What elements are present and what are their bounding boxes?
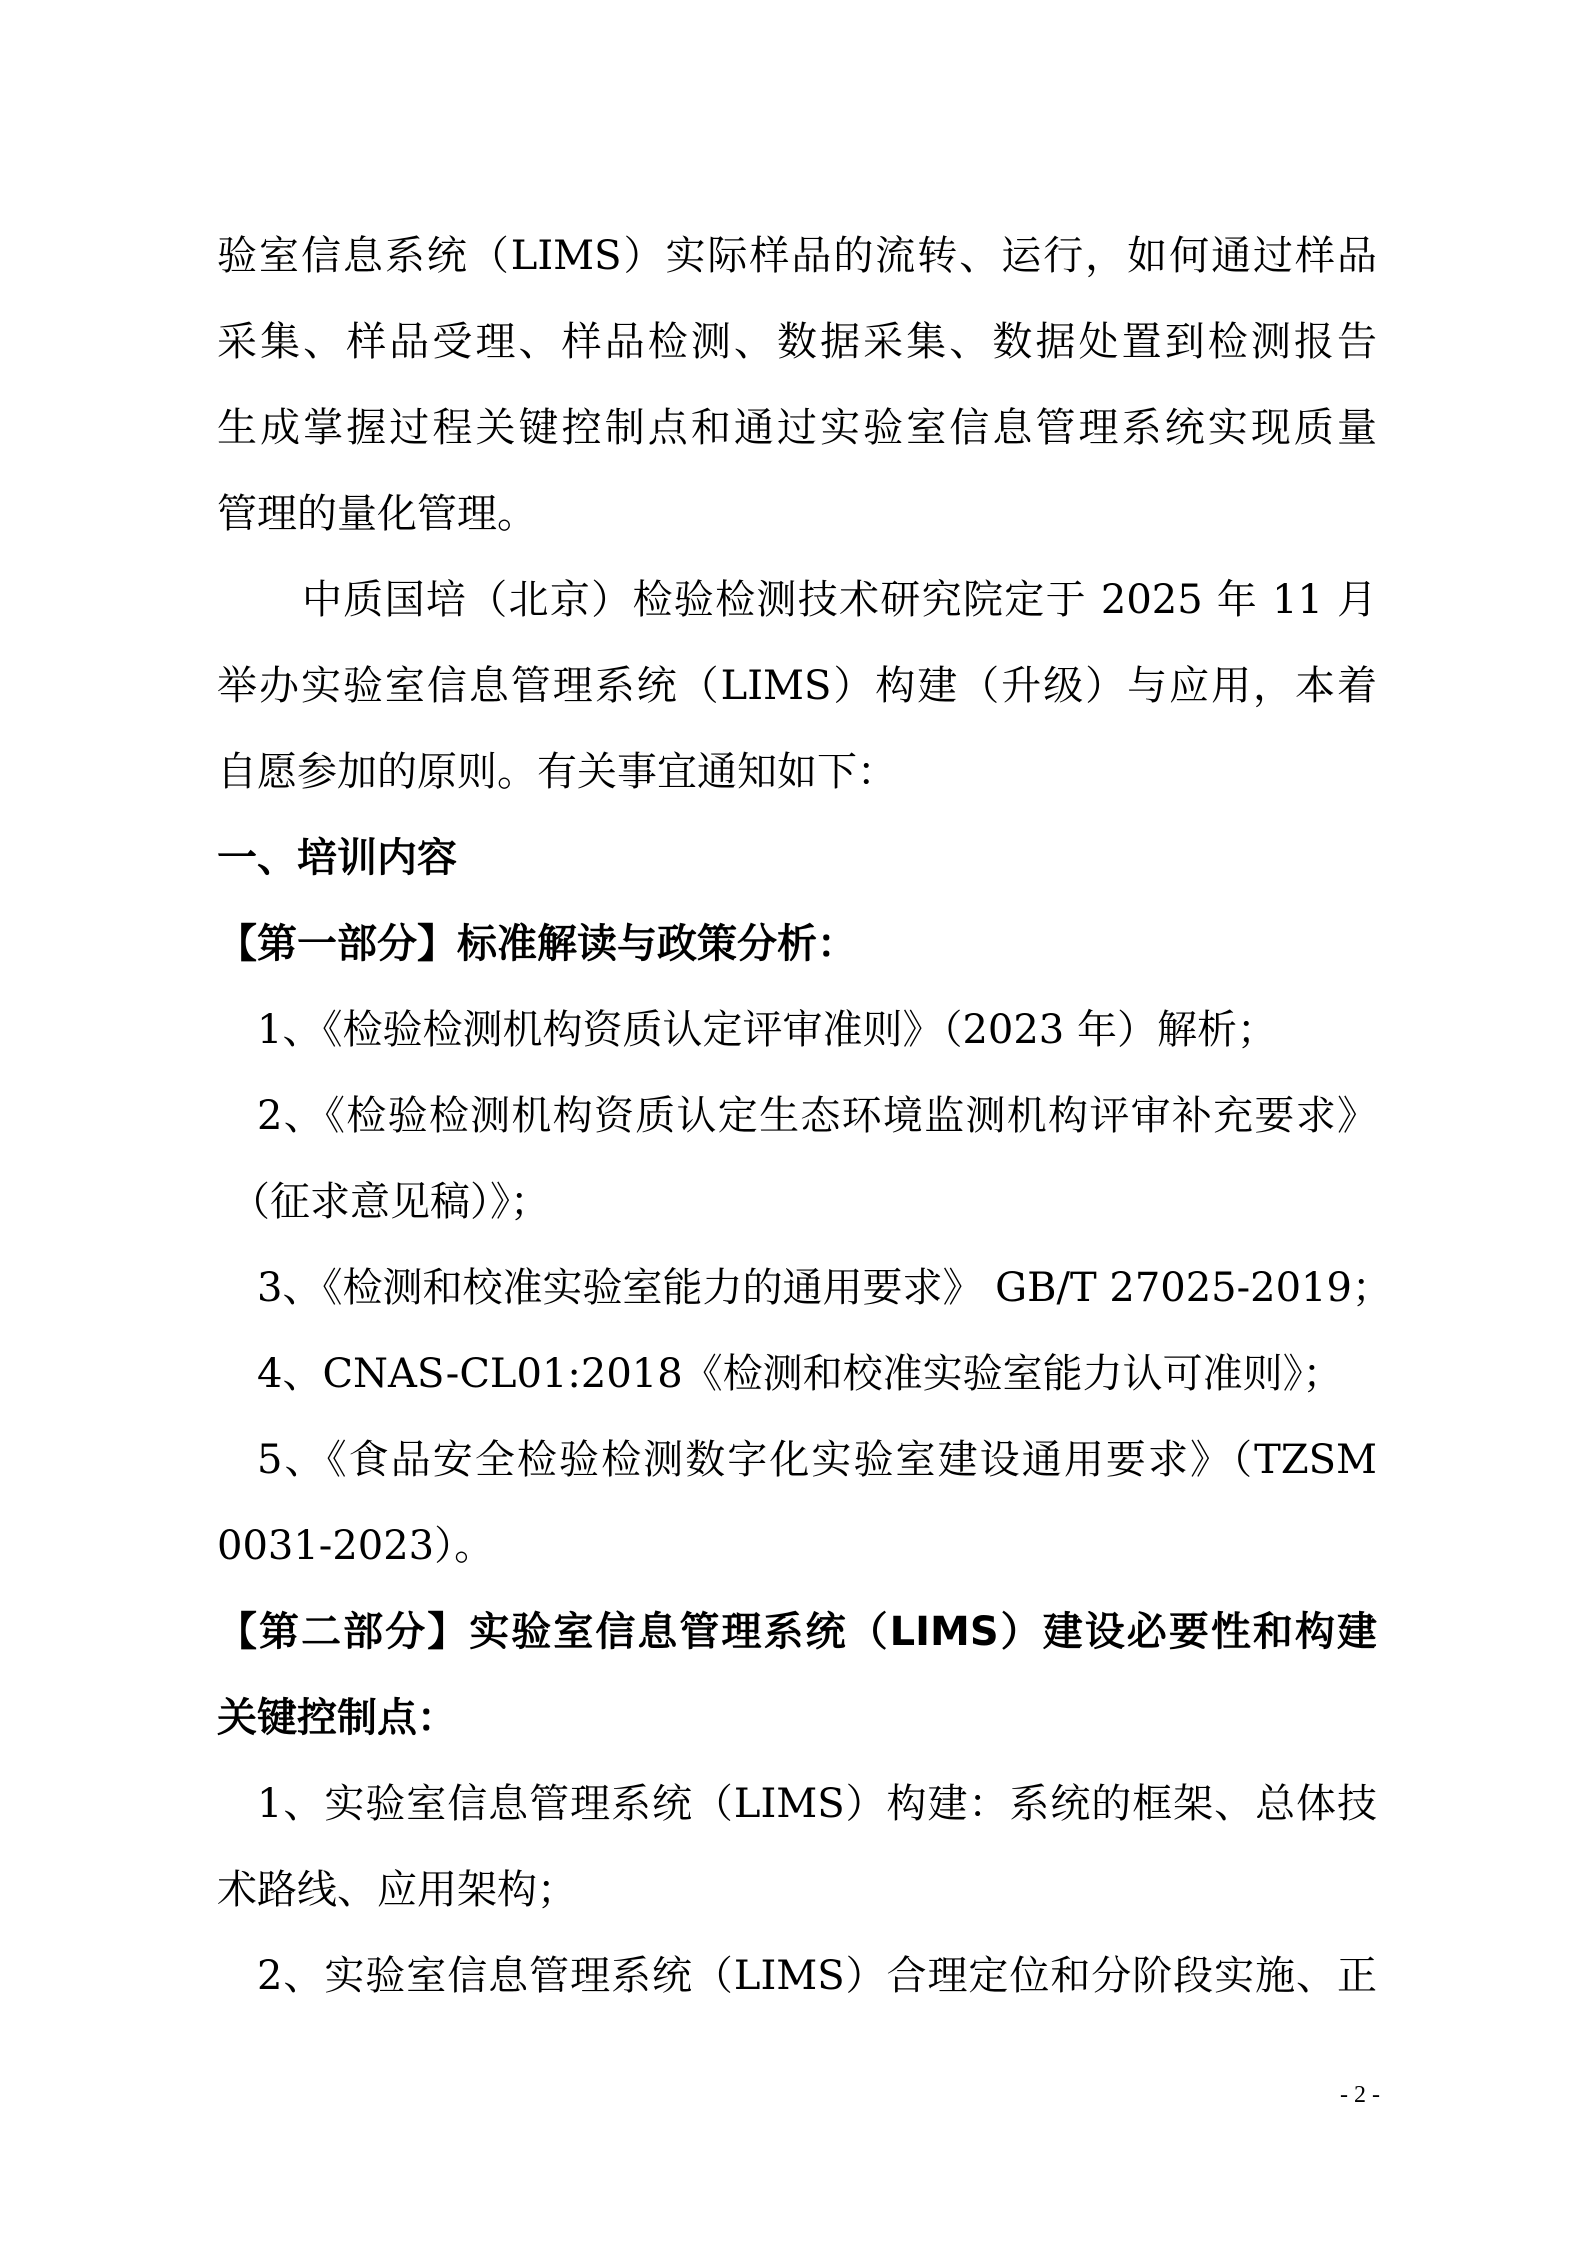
body-line-3: 生成掌握过程关键控制点和通过实验室信息管理系统实现质量 <box>217 405 1377 451</box>
body-line-7: 自愿参加的原则。有关事宜通知如下： <box>217 749 897 795</box>
body-line-6: 举办实验室信息管理系统（LIMS）构建（升级）与应用，本着 <box>217 663 1377 709</box>
section-heading: 一、培训内容 <box>217 835 457 881</box>
part-two-item-2: 2、实验室信息管理系统（LIMS）合理定位和分阶段实施、正 <box>257 1953 1377 1999</box>
list-item-2-cont: （征求意见稿）》； <box>230 1179 550 1225</box>
list-item-4: 4、CNAS-CL01:2018《检测和校准实验室能力认可准则》； <box>257 1351 1343 1397</box>
list-item-1: 1、《检验检测机构资质认定评审准则》（2023 年）解析； <box>257 1007 1277 1053</box>
part-two-item-1: 1、实验室信息管理系统（LIMS）构建：系统的框架、总体技 <box>257 1781 1377 1827</box>
body-line-4: 管理的量化管理。 <box>217 491 537 537</box>
page-number: - 2 - <box>1340 2082 1380 2108</box>
body-line-2: 采集、样品受理、样品检测、数据采集、数据处置到检测报告 <box>217 319 1377 365</box>
list-item-3: 3、《检测和校准实验室能力的通用要求》 GB/T 27025-2019； <box>257 1265 1392 1311</box>
list-item-2: 2、《检验检测机构资质认定生态环境监测机构评审补充要求》 <box>257 1093 1377 1139</box>
part-two-heading-cont: 关键控制点： <box>217 1695 457 1741</box>
list-item-5-cont: 0031-2023）。 <box>217 1523 495 1569</box>
part-two-item-1-cont: 术路线、应用架构； <box>217 1867 577 1913</box>
list-item-5: 5、《食品安全检验检测数字化实验室建设通用要求》（TZSM <box>257 1437 1377 1483</box>
body-line-5: 中质国培（北京）检验检测技术研究院定于 2025 年 11 月 <box>302 577 1377 623</box>
part-two-heading: 【第二部分】实验室信息管理系统（LIMS）建设必要性和构建 <box>217 1609 1377 1655</box>
part-one-heading: 【第一部分】标准解读与政策分析： <box>217 921 857 967</box>
body-line-1: 验室信息系统（LIMS）实际样品的流转、运行，如何通过样品 <box>217 233 1377 279</box>
